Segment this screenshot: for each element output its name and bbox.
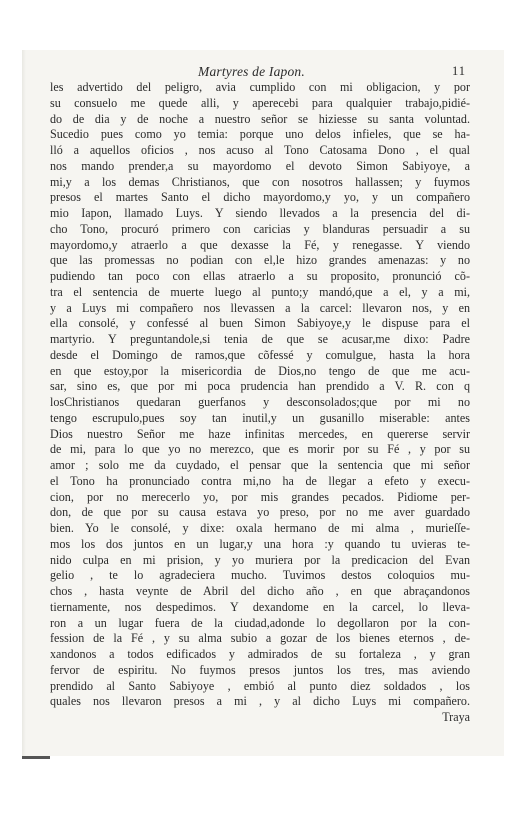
text-line: fervor de espiritu. No fuymos presos juntos los tres, mas aviendo [50, 662, 470, 677]
text-line: xandonos a todos edificados y admirados de su fortaleza , y gran [50, 647, 470, 661]
text-line: lló a aquellos oficios , nos acuso al Tono Catosama Dono , el qual [50, 143, 470, 157]
text-line: don, de que por su causa estava yo preso, por no me aver guardado [50, 505, 470, 520]
text-line: desde el Domingo de ramos,que cõfessé y comulgue, hasta la hora [50, 347, 470, 362]
text-line: mi,y a los demas Christianos, que con nosotros hallassen; y fuymos [50, 174, 470, 189]
text-line: mos los dos juntos en un lugar,y una hora :y quando tu uvieras te- [50, 536, 470, 551]
text-line: tiernamente, nos despedimos. Y dexandome en la carcel, lo lleva- [50, 599, 470, 614]
text-line: fession de la Fé , y su alma subio a gozar de los bienes eternos , de- [50, 631, 470, 646]
text-line: cho Tono, procuró primero con caricias y blanduras persuadir a su [50, 221, 470, 236]
text-line: de mi, para lo que yo no merezco, que es morir por su Fé , y por su [50, 442, 470, 457]
text-line: martyrio. Y preguntandole,si tenia de que se acusar,me dixo: Padre [50, 332, 470, 346]
text-line: mio Iapon, llamado Luys. Y siendo llevados a la presencia del di- [50, 206, 470, 220]
page-edge-shadow [22, 50, 26, 756]
text-line: les advertido del peligro, avia cumplido con mi obligacion, y por [50, 80, 470, 94]
text-line: el Tono ha pronunciado contra mi,no ha de llegar a efeto y execu- [50, 473, 470, 488]
text-line: bien. Yo le consolé, y dixe: oxala hermano de mi alma , murieſſe- [50, 521, 470, 535]
text-line: mayordomo,y atraerlo a que dexasse la Fé, y renegasse. Y viendo [50, 237, 470, 252]
text-line: y a Luys mi compañero nos llevassen a la carcel: llevaron nos, y en [50, 300, 470, 315]
catchword-line [50, 710, 470, 726]
text-line: ron a un lugar fuera de la ciudad,adonde lo degollaron por la con- [50, 615, 470, 630]
text-line: gelio , te lo agradeciera mucho. Tuvimos destos coloquios mu- [50, 568, 470, 583]
text-line: presos el martes Santo el dicho mayordomo,y yo, y un compañero [50, 190, 470, 205]
text-line: en que estoy,por la misericordia de Dios,no tengo de que me acu- [50, 363, 470, 378]
text-line: pudiendo tan poco con ellas atraerlo a su proposito, pronunció cõ- [50, 269, 470, 283]
text-line: sar, sino es, que por mi poca prudencia han prendido a V. R. con q [50, 379, 470, 394]
page-number: 11 [451, 64, 466, 78]
text-line: ella consolé, y confessé al buen Simon Sabiyoye,y le dispuse para el [50, 316, 470, 331]
text-lines [50, 80, 470, 710]
running-title: Martyres de Iapon. [198, 64, 305, 79]
body-text [50, 80, 470, 726]
text-line: que las promessas no podian con el,le hizo grandes amenazas: y no [50, 253, 470, 268]
text-line: chos , hasta veynte de Abril del dicho año , en que abraçandonos [50, 584, 470, 598]
text-line: tra el sentencia de muerte luego al punto;y mandó,que a el, y a mi, [50, 284, 470, 299]
text-line: losChristianos quedaran guerfanos y desconsolados;que por mi no [50, 395, 470, 409]
text-line: nos mando prender,a su mayordomo el devoto Simon Sabiyoye, a [50, 158, 470, 173]
text-line: Dios nuestro Señor me haze infinitas mercedes, en quererse servir [50, 426, 470, 441]
text-line: amor ; solo me da cuydado, el pensar que la sentencia que mi señor [50, 458, 470, 472]
scan-edge-mark [22, 756, 50, 759]
text-line: quales nos llevaron presos a mi , y al dicho Luys mi compañero. [50, 694, 470, 709]
text-line: su consuelo me quede alli, y aperecebi para qualquier trabajo,pidié- [50, 95, 470, 110]
text-line: nido culpa en mi prision, y yo muriera por la predicacion del Evan [50, 552, 470, 567]
text-line: do de dia y de noche a nuestro señor se hiziesse su santa voluntad. [50, 111, 470, 126]
catchword: Traya [442, 710, 470, 724]
text-line: cion, por no merecerlo yo, por mis grandes pecados. Pidiome per- [50, 489, 470, 504]
text-line: prendido al Santo Sabiyoye , embió al punto diez soldados , los [50, 678, 470, 693]
text-line: Sucedio pues como yo temia: porque uno delos infieles, que se ha- [50, 127, 470, 142]
text-line: tengo escrupulo,pues soy tan inutil,y un gusanillo miserable: antes [50, 410, 470, 425]
